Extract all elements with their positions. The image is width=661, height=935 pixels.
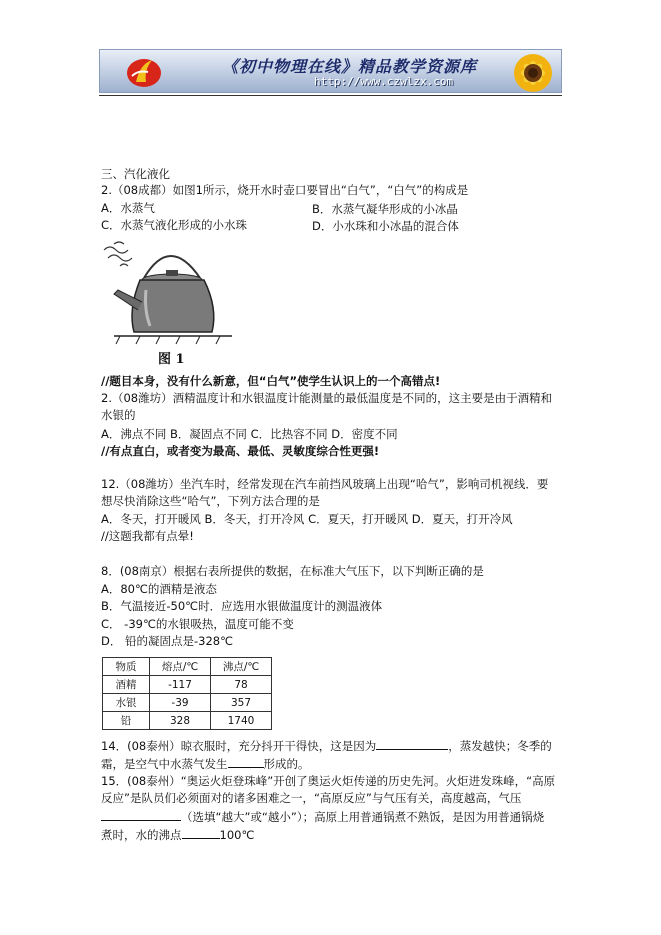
site-logo-icon [126,56,162,88]
table-header-row [103,658,272,676]
answer-blank[interactable] [376,738,448,750]
sunflower-icon [505,51,561,93]
table-header-cell: 沸点/℃ [211,658,272,676]
table-cell: 酒精 [103,676,150,694]
q2b-stem-line1: 2.（08潍坊）酒精温度计和水银温度计能测量的最低温度是不同的，这主要是由于酒精和 [101,391,553,405]
q15-line2: 反应”是队员们必须面对的诸多困难之一，“高原反应”与气压有关，高度越高，气压 [101,791,522,805]
banner-url: http://www.czwlzx.com [314,75,454,88]
q2-option-c: C．水蒸气液化形成的小水珠 [101,218,248,232]
answer-blank[interactable] [182,827,220,839]
table-cell: 357 [211,694,272,712]
q8-option-b: B．气温接近-50℃时．应选用水银做温度计的测温液体 [101,599,383,613]
table-cell: 328 [150,712,211,730]
q2-option-a: A．水蒸气 [101,201,155,215]
q15-line3 [101,809,544,825]
table-cell: -39 [150,694,211,712]
q8-option-c: C． -39℃的水银吸热，温度可能不变 [101,617,294,631]
answer-blank[interactable] [101,809,181,821]
table-header-cell: 熔点/℃ [150,658,211,676]
q2b-options: A．沸点不同 B．凝固点不同 C．比热容不同 D．密度不同 [101,427,398,441]
table-cell: 铅 [103,712,150,730]
q15-text-line4b: 100℃ [219,828,255,842]
q14-text-part4: 形成的。 [263,757,310,771]
q8-option-a: A．80℃的酒精是液态 [101,582,217,596]
section-title: 三、汽化液化 [101,167,170,181]
table-row [103,694,272,712]
q12-options: A．冬天，打开暖风 B．冬天，打开冷风 C．夏天，打开暖风 D．夏天，打开冷风 [101,512,513,526]
q2-option-b: B．水蒸气凝华形成的小冰晶 [312,202,458,216]
q14-line2 [101,756,310,772]
q14-text-part2: ，蒸发越快；冬季的 [448,739,552,753]
q14-text-part3: 霜，是空气中水蒸气发生 [101,757,228,771]
q12-stem-line2: 想尽快消除这些“哈气”，下列方法合理的是 [101,494,320,508]
q12-stem-line1: 12.（08潍坊）坐汽车时，经常发现在汽车前挡风玻璃上出现“哈气”，影响司机视线．要 [101,477,549,491]
table-cell: 1740 [211,712,272,730]
kettle-figure [100,240,235,365]
q14-line1 [101,738,552,754]
q2-comment: //题目本身，没有什么新意，但“白气”使学生认识上的一个高错点! [101,374,441,388]
header-divider [99,95,562,96]
q15-text-line4a: 煮时，水的沸点 [101,828,182,842]
q14-text-part1: 14．(08泰州）晾衣服时，充分抖开干得快，这是因为 [101,739,377,753]
table-cell: -117 [150,676,211,694]
table-cell: 水银 [103,694,150,712]
answer-blank[interactable] [228,756,264,768]
data-table [102,657,272,730]
table-row [103,712,272,730]
table-cell: 78 [211,676,272,694]
figure-caption: 图 1 [158,352,185,367]
q15-line1: 15．(08泰州）“奥运火炬登珠峰”开创了奥运火炬传递的历史先河。火炬进发珠峰，“高原 [101,774,556,788]
q2-option-d: D．小水珠和小冰晶的混合体 [312,219,459,233]
header-banner [99,49,562,93]
q2-stem: 2.（08成都）如图1所示，烧开水时壶口要冒出“白气”，“白气”的构成是 [101,183,469,197]
table-header-cell: 物质 [103,658,150,676]
q15-line4 [101,827,254,843]
q8-stem: 8．(08南京）根据右表所提供的数据，在标准大气压下，以下判断正确的是 [101,564,484,578]
q8-option-d: D． 铅的凝固点是-328℃ [101,634,234,648]
q2b-stem-line2: 水银的 [101,408,136,422]
banner-title: 《初中物理在线》精品教学资源库 [222,57,478,76]
table-row [103,676,272,694]
q2b-comment: //有点直白，或者变为最高、最低、灵敏度综合性更强! [101,444,380,458]
q12-comment: //这题我都有点晕! [101,529,194,543]
q15-text-line3: （选填“越大”或“越小”）；高原上用普通锅煮不熟饭，是因为用普通锅烧 [181,810,545,824]
